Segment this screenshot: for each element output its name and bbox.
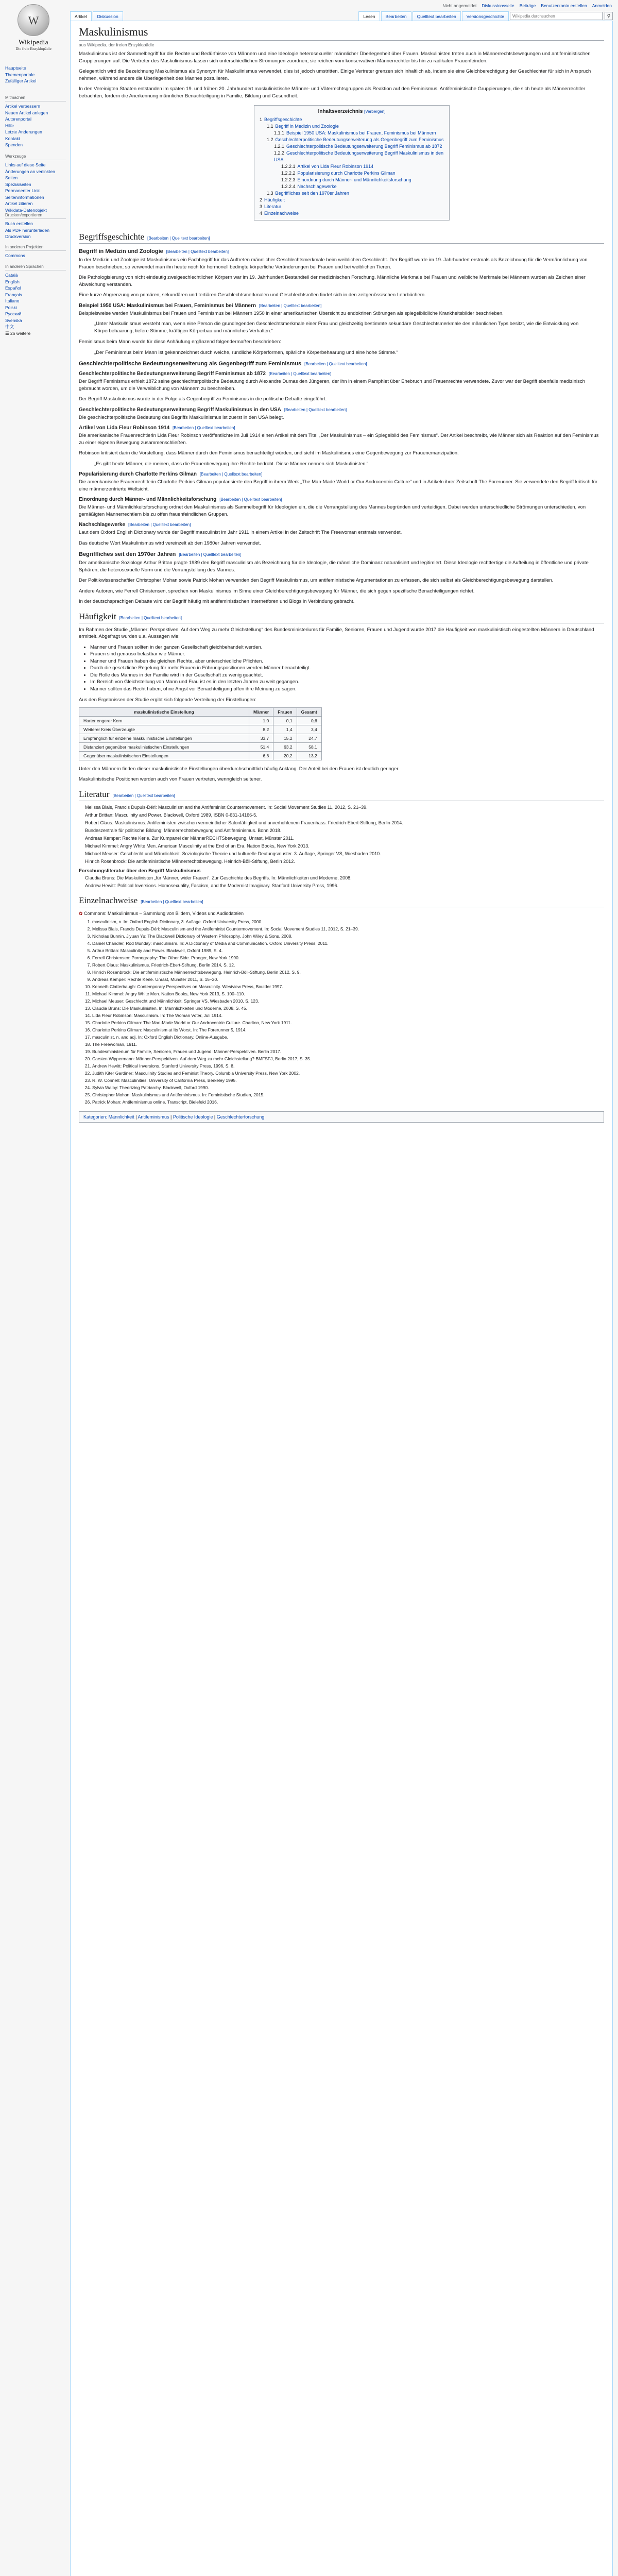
- sidebar-item[interactable]: Permanenter Link: [5, 188, 40, 193]
- sidebar-item[interactable]: Druckversion: [5, 234, 31, 239]
- sidebar-item[interactable]: Artikel zitieren: [5, 201, 33, 206]
- toc-item[interactable]: 3 Literatur: [260, 204, 282, 209]
- table-header-row: [79, 707, 322, 716]
- language-link[interactable]: 中文: [5, 324, 14, 329]
- projects-portlet: [5, 240, 66, 259]
- toc-item[interactable]: 2 Häufigkeit: [260, 197, 285, 202]
- reference-item: 1. masculinism, n. In: Oxford English Dictionary, 3. Auflage. Oxford University Press, 2000.: [92, 919, 604, 925]
- languages-portlet: [5, 260, 66, 336]
- paragraph: Eine kurze Abgrenzung von primären, sekundären und tertiären Geschlechtsmerkmalen und Geschlechtsrollen findet sich in den zeitgenössischen Lehrbüchern.: [79, 292, 426, 298]
- reference-item: 12. Michael Meuser: Geschlecht und Männlichkeit. Springer VS, Wiesbaden 2010, S. 123.: [92, 998, 604, 1004]
- paragraph: Die Männer- und Männlichkeitsforschung ordnet den Maskulinismus als Sammelbegriff für Ideologien ein, die die Vorrangstellung des Mannes begründen und verteidigen. Dabei werden unterschiedliche Strömungen unterschieden, von gemäßigten Männerrechtlern bis zu offen frauenfeindlichen Gruppen.: [79, 504, 586, 517]
- sidebar-item[interactable]: Artikel verbessern: [5, 104, 41, 109]
- sidebar-item[interactable]: Spezialseiten: [5, 181, 31, 187]
- reference-item: 25. Christopher Mohan: Maskulinismus und Antifeminismus. In: Feministische Studien, 2015.: [92, 1092, 604, 1098]
- subsection-heading: Artikel von Lida Fleur Robinson 1914 [Bearbeiten | Quelltext bearbeiten]: [79, 425, 235, 431]
- edit-section-link[interactable]: [Bearbeiten | Quelltext bearbeiten]: [219, 497, 282, 502]
- personal-tools: [442, 3, 612, 8]
- edit-section-link[interactable]: [Bearbeiten | Quelltext bearbeiten]: [179, 552, 242, 557]
- language-link[interactable]: Español: [5, 285, 21, 291]
- reference-item: 14. Lida Fleur Robinson: Masculinism. In: The Woman Voter, Juli 1914.: [92, 1012, 604, 1019]
- reference-item: 6. Ferrell Christensen: Pornography: The Other Side. Praeger, New York 1990.: [92, 955, 604, 961]
- subsection-heading: Geschlechterpolitische Bedeutungserweiterung als Gegenbegriff zum Feminismus [Bearbeiten | Quelltext bearbeiten]: [79, 361, 367, 367]
- language-link[interactable]: Français: [5, 292, 22, 297]
- table-header: Frauen: [273, 707, 297, 716]
- toc-item[interactable]: 1.1.1 Beispiel 1950 USA: Maskulinismus bei Frauen, Feminismus bei Männern: [274, 130, 436, 135]
- section-heading: Einzelnachweise [Bearbeiten | Quelltext bearbeiten]: [79, 895, 604, 907]
- reference-item: 7. Robert Claus: Maskulinismus. Friedrich-Ebert-Stiftung, Berlin 2014, S. 12.: [92, 962, 604, 968]
- commons-icon: ✿: [79, 910, 84, 916]
- paragraph: Andere Autoren, wie Ferrell Christensen, sprechen von Maskulinismus im Sinne einer Gleichberechtigungsbewegung für Männer, die sich gegen spezifische Benachteiligungen richtet.: [79, 588, 475, 594]
- toc-item[interactable]: 1.2.2.2 Popularisierung durch Charlotte Perkins Gilman: [281, 171, 396, 176]
- literature-item: Andrew Hewitt: Political Inversions. Homosexuality, Fascism, and the Modernist Imaginary. Stanford University Press, 1996.: [85, 883, 338, 888]
- intro-paragraph: Gelegentlich wird die Bezeichnung Maskulinismus als Synonym für Maskulinismus verwendet, dies ist jedoch umstritten. Einige Vertreter grenzen sich inhaltlich ab, indem sie eine Gleichberechtigung der Geschlechter für sich in Anspruch nehmen, während andere die Überlegenheit des Mannes postulieren.: [79, 69, 591, 81]
- subsection-heading: Begriff in Medizin und Zoologie [Bearbeiten | Quelltext bearbeiten]: [79, 248, 229, 255]
- paragraph: Feminismus beim Mann wurde für diese Anhäufung ergänzend folgendermaßen beschrieben:: [79, 339, 281, 345]
- quote: „Der Feminismus beim Mann ist gekennzeichnet durch weiche, rundliche Körperformen, spärliche Körperbehaarung und eine hohe Stimme.“: [94, 349, 398, 355]
- content: [70, 21, 613, 2576]
- paragraph: Die amerikanische Frauenrechtlerin Charlotte Perkins Gilman popularisierte den Begriff in ihrem Werk „The Man-Made World or Our Androcentric Culture“ und in Artikeln ihrer Zeitschrift The Forerunner. Sie verwendete den Begriff kritisch für eine männerzentrierte Weltsicht.: [79, 479, 598, 492]
- portlet-heading: In anderen Projekten: [5, 245, 66, 251]
- paragraph: Laut dem Oxford English Dictionary wurde der Begriff masculinist im Jahr 1911 in einem Artikel in der Zeitschrift The Freewoman erstmals verwendet.: [79, 530, 402, 535]
- edit-section-link[interactable]: [Bearbeiten | Quelltext bearbeiten]: [112, 793, 175, 798]
- reference-item: 18. The Freewoman, 1911.: [92, 1041, 604, 1047]
- reference-item: 11. Michael Kimmel: Angry White Men. Nation Books, New York 2013, S. 100–110.: [92, 991, 604, 997]
- table-header: Männer: [249, 707, 273, 716]
- tab-article[interactable]: Artikel: [70, 11, 92, 21]
- wikipedia-logo[interactable]: [5, 4, 62, 61]
- login-link[interactable]: Anmelden: [592, 3, 612, 8]
- paragraph: Die amerikanische Frauenrechtlerin Lida Fleur Robinson veröffentlichte im Juli 1914 einen Artikel mit dem Titel „Der Maskulinismus – ein Spiegelbild des Feminismus“. Der Artikel beschreibt, wie Männer sich als Reaktion auf den Feminismus zu einer eigenen Bewegung zusammenschließen.: [79, 433, 599, 446]
- sidebar: [0, 0, 70, 464]
- literature-item: Arthur Brittan: Masculinity and Power. Blackwell, Oxford 1989, ISBN 0-631-14166-5.: [85, 812, 258, 818]
- toc-item[interactable]: 1.2.2.1 Artikel von Lida Fleur Robinson 1914: [281, 164, 374, 169]
- table-header: maskulinistische Einstellung: [79, 707, 249, 716]
- reference-item: 4. Daniel Chandler, Rod Munday: masculinism. In: A Dictionary of Media and Communication. Oxford University Press, 2011.: [92, 940, 604, 946]
- literature-item: Claudia Bruns: Die Maskulinisten „für Männer, wider Frauen“. Zur Geschichte des Begriffs. In: Männlichkeiten und Moderne, 2008.: [85, 875, 352, 880]
- table-of-contents: [254, 105, 450, 221]
- nav-portlet: [5, 65, 66, 84]
- search-box: [510, 11, 613, 21]
- paragraph: Maskulinistische Positionen werden auch von Frauen vertreten, wenngleich seltener.: [79, 776, 262, 782]
- search-input[interactable]: [510, 12, 603, 20]
- sidebar-item[interactable]: Links auf diese Seite: [5, 162, 46, 167]
- quote: „Unter Maskulinismus versteht man, wenn eine Person die grundlegenden Geschlechtsmerkmale einer Frau und gleichzeitig bestimmte sekundäre Geschlechtsmerkmale des männlichen Typs besitzt, wie die Entwicklung von Körperbehaarung, tiefere Stimme, kräftigen Körperbau und männliches Verhalten.“: [94, 321, 579, 334]
- logo-tagline: Die freie Enzyklopädie: [15, 46, 52, 51]
- table-row: Gegenüber maskulinistischen Einstellungen 6,6 20,2 13,2: [79, 751, 322, 760]
- table-row: Empfänglich für einzelne maskulinistische Einstellungen 33,7 15,2 24,7: [79, 734, 322, 742]
- reference-item: 21. Andrew Hewitt: Political Inversions. Stanford University Press, 1996, S. 8.: [92, 1063, 604, 1069]
- paragraph: Robinson kritisiert darin die Vorstellung, dass Männer durch den Feminismus benachteiligt würden, und sieht im Maskulinismus eine Gegenbewegung zur Frauenemanzipation.: [79, 450, 459, 456]
- paragraph: Unter den Männern finden dieser maskulinistische Einstellungen überdurchschnittlich häufig Anklang. Der Anteil bei den Frauen ist deutlich geringer.: [79, 766, 400, 772]
- results-table: [79, 707, 322, 760]
- intro-paragraph: In den Vereinigten Staaten entstanden im späten 19. und frühen 20. Jahrhundert maskulinistische Männer- und Väterrechtsgruppen als Reaktion auf den Feminismus. Antifeministische Gruppierungen, die sich heute als Männerrechtler betrachten, fordern die Anerkennung männlicher Benachteiligung in Familie, Bildung und Gesundheit.: [79, 86, 586, 99]
- edit-section-link[interactable]: [Bearbeiten | Quelltext bearbeiten]: [128, 522, 191, 527]
- edit-section-link[interactable]: [Bearbeiten | Quelltext bearbeiten]: [304, 362, 367, 366]
- subsection-heading: Nachschlagewerke [Bearbeiten | Quelltext bearbeiten]: [79, 522, 191, 528]
- paragraph: Der amerikanische Soziologe Arthur Brittan prägte 1989 den Begriff masculinism als Bezeichnung für die Ideologie, die männliche Dominanz naturalisiert und legitimiert. Diese Ideologie rechtfertige die Aufteilung in öffentliche und private Sphären, die heterosexuelle Norm und die Vorrangstellung des Mannes.: [79, 560, 589, 573]
- toc-item[interactable]: 1.2.1 Geschlechterpolitische Bedeutungserweiterung Begriff Feminismus ab 1872: [274, 144, 442, 149]
- portlet-heading: Werkzeuge: [5, 154, 66, 160]
- reference-item: 24. Sylvia Walby: Theorizing Patriarchy. Blackwell, Oxford 1990.: [92, 1084, 604, 1091]
- contributions-link[interactable]: Beiträge: [519, 3, 536, 8]
- sidebar-item[interactable]: Commons: [5, 253, 25, 258]
- namespace-tabs: [70, 11, 123, 21]
- section-heading: Begriffsgeschichte [Bearbeiten | Quelltext bearbeiten]: [79, 232, 604, 244]
- reference-item: 13. Claudia Bruns: Die Maskulinisten. In: Männlichkeiten und Moderne, 2008, S. 45.: [92, 1005, 604, 1011]
- sidebar-item[interactable]: Neuen Artikel anlegen: [5, 110, 48, 115]
- category-label: Kategorien:: [83, 1114, 108, 1120]
- paragraph: Der Begriff Feminismus erhielt 1872 seine geschlechterpolitische Bedeutung durch Alexandre Dumas den Jüngeren, der ihn in einem Pamphlet über Ehebruch und Frauenrechte verwendete. Zuvor war der Begriff ebenfalls medizinisch gebraucht worden, um die Verweiblichung von Männern zu beschreiben.: [79, 379, 585, 392]
- portlet-heading: Drucken/exportieren: [5, 213, 66, 219]
- toc-item[interactable]: 4 Einzelnachweise: [260, 211, 299, 216]
- list-item: • Frauen sind genauso belastbar wie Männer.: [90, 651, 604, 658]
- edit-section-link[interactable]: [Bearbeiten | Quelltext bearbeiten]: [259, 303, 322, 308]
- language-link[interactable]: Polski: [5, 304, 17, 310]
- literature-item: Michael Kimmel: Angry White Men. American Masculinity at the End of an Era. Nation Books, New York 2013.: [85, 843, 310, 849]
- reference-item: 20. Carsten Wippermann: Männer-Perspektiven. Auf dem Weg zu mehr Gleichstellung? BMFSFJ, Berlin 2017, S. 35.: [92, 1056, 604, 1062]
- reference-item: 23. R. W. Connell: Masculinities. University of California Press, Berkeley 1995.: [92, 1077, 604, 1083]
- list-item: • Im Bereich von Gleichstellung von Mann und Frau ist es in den letzten Jahren zu weit gegangen.: [90, 679, 604, 686]
- reference-item: 8. Hinrich Rosenbrock: Die antifeministische Männerrechtsbewegung. Heinrich-Böll-Stiftung, Berlin 2012, S. 9.: [92, 969, 604, 975]
- participate-portlet: [5, 91, 66, 148]
- edit-section-link[interactable]: [Bearbeiten | Quelltext bearbeiten]: [119, 615, 182, 620]
- more-languages-button[interactable]: [5, 330, 66, 337]
- category-link[interactable]: Antifeminismus: [138, 1114, 169, 1120]
- paragraph: Aus den Ergebnissen der Studie ergibt sich folgende Verteilung der Einstellungen:: [79, 697, 256, 703]
- reference-item: 3. Nicholas Bunnin, Jiyuan Yu: The Blackwell Dictionary of Western Philosophy. John Wiley & Sons, 2008.: [92, 933, 604, 939]
- paragraph: Die Pathologisierung von nicht eindeutig zweigeschlechtlichen Körpern war im 19. Jahrhundert Bestandteil der medizinischen Forschung. Männliche Merkmale bei Frauen und weibliche Merkmale bei Männern wurden als Zeichen einer Abweichung verstanden.: [79, 275, 586, 287]
- category-link[interactable]: Geschlechterforschung: [216, 1114, 265, 1120]
- tab-edit-source[interactable]: Quelltext bearbeiten: [413, 11, 461, 21]
- language-link[interactable]: Svenska: [5, 317, 22, 323]
- reference-item: 22. Judith Kiter Gardiner: Masculinity Studies and Feminist Theory. Columbia University Press, New York 2002.: [92, 1070, 604, 1076]
- table-header: Gesamt: [297, 707, 321, 716]
- sidebar-item-main[interactable]: Hauptseite: [5, 65, 26, 71]
- reference-item: 10. Kenneth Clatterbaugh: Contemporary Perspectives on Masculinity. Westview Press, Boulder 1997.: [92, 984, 604, 990]
- edit-section-link[interactable]: [Bearbeiten | Quelltext bearbeiten]: [284, 407, 347, 412]
- literature-item: Melissa Blais, Francis Dupuis-Déri: Masculinism and the Antifeminist Countermovement. In: Social Movement Studies 11, 2012, S. 21–39.: [85, 804, 368, 810]
- portlet-heading: In anderen Sprachen: [5, 264, 66, 270]
- paragraph: Der Politikwissenschaftler Christopher Mohan sowie Patrick Mohan verwenden den Begriff Maskulinismus, um antifeministische Argumentationen zu erfassen, die sich selbst als Gleichberechtigungsbewegung darstellen.: [79, 578, 554, 583]
- subsection-heading: Geschlechterpolitische Bedeutungserweiterung Begriff Maskulinismus in den USA [Bearbeiten | Quelltext bearbeiten]: [79, 406, 347, 413]
- list-item: • Männer und Frauen haben die gleichen Rechte, aber unterschiedliche Pflichten.: [90, 658, 604, 665]
- talk-link[interactable]: Diskussionsseite: [482, 3, 514, 8]
- reference-item: 16. Charlotte Perkins Gilman: Masculinism at Its Worst. In: The Forerunner 5, 1914.: [92, 1027, 604, 1033]
- view-tabs: [358, 11, 613, 21]
- edit-section-link[interactable]: [Bearbeiten | Quelltext bearbeiten]: [199, 472, 263, 477]
- paragraph: In der deutschsprachigen Debatte wird der Begriff häufig mit antifeministischen Internetforen und Blogs in Verbindung gebracht.: [79, 599, 355, 604]
- sidebar-item[interactable]: Spenden: [5, 142, 23, 147]
- list-item: • Die Rolle des Mannes in der Familie wird in der Gesellschaft zu wenig geachtet.: [90, 672, 604, 679]
- toc-item[interactable]: 1.2.2.4 Nachschlagewerke: [281, 184, 337, 189]
- create-account-link[interactable]: Benutzerkonto erstellen: [541, 3, 587, 8]
- sidebar-item[interactable]: Seiteninformationen: [5, 194, 44, 200]
- toc-title-text: Inhaltsverzeichnis: [318, 109, 363, 114]
- subsection-heading: Beispiel 1950 USA: Maskulinismus bei Frauen, Feminismus bei Männern [Bearbeiten | Quelltext bearbeiten]: [79, 302, 322, 309]
- literature-item: Hinrich Rosenbrock: Die antifeministische Männerrechtsbewegung. Heinrich-Böll-Stiftung, Berlin 2012.: [85, 858, 295, 864]
- sidebar-item-random[interactable]: Zufälliger Artikel: [5, 78, 37, 83]
- table-row: Distanziert gegenüber maskulinistischen Einstellungen 51,4 63,2 58,1: [79, 742, 322, 751]
- globe-icon: [18, 4, 49, 36]
- reference-item: 17. masculinist, n. and adj. In: Oxford English Dictionary, Online-Ausgabe.: [92, 1034, 604, 1040]
- site-subtitle: aus Wikipedia, der freien Enzyklopädie: [79, 42, 154, 47]
- toc-title: [260, 109, 444, 114]
- quote: „Es gibt heute Männer, die meinen, dass die Frauenbewegung ihre Rechte bedroht. Diese Männer nennen sich Maskulinisten.“: [94, 461, 369, 467]
- toc-toggle[interactable]: [Verbergen]: [364, 109, 386, 114]
- subsection-heading: Begriffliches seit den 1970er Jahren [Bearbeiten | Quelltext bearbeiten]: [79, 551, 242, 557]
- paragraph: Der Begriff Maskulinismus wurde in der Folge als Gegenbegriff zu Feminismus in die politische Debatte eingeführt.: [79, 396, 327, 402]
- toc-item[interactable]: 1.1 Begriff in Medizin und Zoologie: [267, 124, 339, 129]
- paragraph: Beispielsweise werden Maskulinismus bei Frauen und Feminismus bei Männern 1950 in einer amerikanischen Übersicht zu endokrinen Störungen als spiegelbildliche Krankheitsbilder beschrieben.: [79, 310, 504, 316]
- language-link[interactable]: Italiano: [5, 298, 20, 303]
- statement-list: [90, 644, 604, 693]
- paragraph: Das deutsche Wort Maskulinismus wird vereinzelt ab den 1980er Jahren verwendet.: [79, 540, 261, 546]
- tabs-bar: [70, 11, 613, 21]
- language-link[interactable]: Català: [5, 273, 18, 278]
- category-links: Kategorien: Männlichkeit | Antifeminismus | Politische Ideologie | Geschlechterforschung: [79, 1111, 604, 1123]
- reference-item: 19. Bundesministerium für Familie, Senioren, Frauen und Jugend: Männer-Perspektiven. Berlin 2017.: [92, 1048, 604, 1055]
- literature-item: Michael Meuser: Geschlecht und Männlichkeit. Soziologische Theorie und kulturelle Deutungsmuster. 3. Auflage, Springer VS, Wiesbaden 2010.: [85, 851, 381, 856]
- category-link[interactable]: Männlichkeit: [108, 1114, 134, 1120]
- edit-section-link[interactable]: [Bearbeiten | Quelltext bearbeiten]: [147, 236, 210, 241]
- language-link[interactable]: Русский: [5, 311, 22, 316]
- toc-item[interactable]: 1.3 Begriffliches seit den 1970er Jahren: [267, 191, 349, 196]
- translate-icon: ☰: [5, 330, 10, 336]
- table-row: Weiterer Kreis Überzeugte 8,2 1,4 3,4: [79, 725, 322, 734]
- list-item: • Männer und Frauen sollten in der ganzen Gesellschaft gleichbehandelt werden.: [90, 644, 604, 651]
- language-link[interactable]: English: [5, 279, 20, 284]
- commons-link[interactable]: [79, 910, 604, 917]
- literature-item: Bundeszentrale für politische Bildung: Männerrechtsbewegung und Antifeminismus. Bonn 2018.: [85, 827, 282, 833]
- tools-portlet: [5, 149, 66, 213]
- tab-history[interactable]: Versionsgeschichte: [462, 11, 509, 21]
- reference-item: 26. Patrick Mohan: Antifeminismus online. Transcript, Bielefeld 2016.: [92, 1099, 604, 1105]
- list-item: • Durch die gesetzliche Regelung für mehr Frauen in Führungspositionen werden Männer benachteiligt.: [90, 665, 604, 672]
- section-heading: Häufigkeit [Bearbeiten | Quelltext bearbeiten]: [79, 612, 604, 623]
- sidebar-item[interactable]: Als PDF herunterladen: [5, 227, 49, 233]
- reference-item: 5. Arthur Brittan: Masculinity and Power. Blackwell, Oxford 1989, S. 4.: [92, 947, 604, 954]
- tab-discussion[interactable]: Diskussion: [93, 11, 123, 21]
- sidebar-item[interactable]: Kontakt: [5, 135, 20, 141]
- reference-list: [92, 919, 604, 1105]
- subsection-heading: Geschlechterpolitische Bedeutungserweiterung Begriff Feminismus ab 1872 [Bearbeiten | Quelltext bearbeiten]: [79, 371, 332, 377]
- logo-wordmark: Wikipedia: [18, 38, 49, 46]
- subsection-heading: Einordnung durch Männer- und Männlichkeitsforschung [Bearbeiten | Quelltext bearbeiten]: [79, 497, 282, 502]
- edit-section-link[interactable]: [Bearbeiten | Quelltext bearbeiten]: [166, 249, 229, 254]
- sidebar-item-portals[interactable]: Themenportale: [5, 72, 35, 77]
- edit-section-link[interactable]: [Bearbeiten | Quelltext bearbeiten]: [141, 899, 203, 904]
- tab-edit[interactable]: Bearbeiten: [381, 11, 411, 21]
- section-heading: Literatur [Bearbeiten | Quelltext bearbeiten]: [79, 789, 604, 801]
- commons-link-label: Commons: Maskulinismus – Sammlung von Bildern, Videos und Audiodateien: [84, 910, 244, 916]
- sidebar-item[interactable]: Autorenportal: [5, 116, 32, 122]
- portlet-heading: Mitmachen: [5, 95, 66, 101]
- subsection-heading: Popularisierung durch Charlotte Perkins Gilman [Bearbeiten | Quelltext bearbeiten]: [79, 471, 263, 477]
- print-portlet: [5, 208, 66, 240]
- edit-section-link[interactable]: [Bearbeiten | Quelltext bearbeiten]: [173, 426, 235, 430]
- sidebar-item[interactable]: Änderungen an verlinkten Seiten: [5, 168, 55, 180]
- search-icon[interactable]: ⚲: [605, 12, 613, 20]
- more-languages-label: 26 weitere: [10, 330, 31, 336]
- toc-item[interactable]: 1 Begriffsgeschichte: [260, 117, 302, 122]
- toc-item[interactable]: 1.2.2.3 Einordnung durch Männer- und Männlichkeitsforschung: [281, 177, 411, 182]
- sidebar-item[interactable]: Wikidata-Datenobjekt: [5, 207, 47, 213]
- list-item: • Männer sollten das Recht haben, ohne Angst vor Benachteiligung offen ihre Meinung zu sagen.: [90, 686, 604, 693]
- toc-item[interactable]: 1.2 Geschlechterpolitische Bedeutungserweiterung als Gegenbegriff zum Feminismus: [267, 137, 444, 142]
- edit-section-link[interactable]: [Bearbeiten | Quelltext bearbeiten]: [268, 371, 332, 376]
- category-link[interactable]: Politische Ideologie: [173, 1114, 213, 1120]
- paragraph: In der Medizin und Zoologie ist Maskulinismus ein Fachbegriff für das Auftreten männlicher Geschlechtsmerkmale beim weiblichen Geschlecht. Der Begriff wurde im 19. Jahrhundert erstmals als Bezeichnung für die Vermännlichung von Frauen beschrieben; so verwendet man ihn heute noch für hormonell bedingte körperliche Veränderungen bei Frauen und bei weiblichen Tieren.: [79, 257, 588, 270]
- sidebar-item[interactable]: Hilfe: [5, 123, 14, 128]
- literature-item: Robert Claus: Maskulinismus. Antifeministen zwischen vermeintlicher Salonfähigkeit und unverhohlenem Frauenhass. Friedrich-Ebert-Stiftung, Berlin 2014.: [85, 820, 403, 825]
- table-row: Harter engerer Kern 1,0 0,1 0,6: [79, 716, 322, 725]
- tab-read[interactable]: Lesen: [358, 11, 380, 21]
- sidebar-item[interactable]: Buch erstellen: [5, 221, 33, 226]
- literature-item: Andreas Kemper: Rechte Kerle. Zur Kumpanei der MännerRECHTSbewegung. Unrast, Münster 2011.: [85, 835, 295, 841]
- not-logged-in: Nicht angemeldet: [442, 3, 477, 8]
- paragraph: Im Rahmen der Studie „Männer: Perspektiven. Auf dem Weg zu mehr Gleichstellung“ des Bundesministeriums für Familie, Senioren, Frauen und Jugend wurde 2017 die Haufigkeit von maskulinistisch eingestellten Männern in Deutschland ermittelt. Abgefragt wurden u.a. Aussagen wie:: [79, 626, 594, 639]
- toc-item[interactable]: 1.2.2 Geschlechterpolitische Bedeutungserweiterung Begriff Maskulinismus in den USA: [274, 150, 444, 162]
- sidebar-item[interactable]: Letzte Änderungen: [5, 129, 42, 134]
- reference-item: 15. Charlotte Perkins Gilman: The Man-Made World or Our Androcentric Culture. Charlton, New York 1911.: [92, 1020, 604, 1026]
- intro-paragraph: Maskulinismus ist der Sammelbegriff für die Rechte und Bedürfnisse von Männern und eine Ideologie heterosexueller männlicher Überlegenheit über Frauen. Maskulinisten treten auch in Männerrechtsbewegungen und antifeministischen Gruppierungen auf. Die Vertreter des Maskulinismus lassen sich unterschiedlichen Strömungen zuordnen; sie reichen vom konservativen Männerrechtler bis hin zu radikalen Frauenfeinden.: [79, 51, 591, 64]
- page-title: Maskulinismus: [79, 25, 604, 41]
- reference-item: 2. Melissa Blais, Francis Dupuis-Déri: Masculinism and the Antifeminist Countermovement. In: Social Movement Studies 11, 2012, S. 21–39.: [92, 926, 604, 932]
- reference-item: 9. Andreas Kemper: Rechte Kerle. Unrast, Münster 2011, S. 15–20.: [92, 976, 604, 982]
- paragraph: Die geschlechterpolitische Bedeutung des Begriffs Maskulinismus ist zuerst in den USA belegt.: [79, 414, 284, 420]
- literature-subheading: Forschungsliteratur über den Begriff Maskulinismus: [79, 868, 201, 874]
